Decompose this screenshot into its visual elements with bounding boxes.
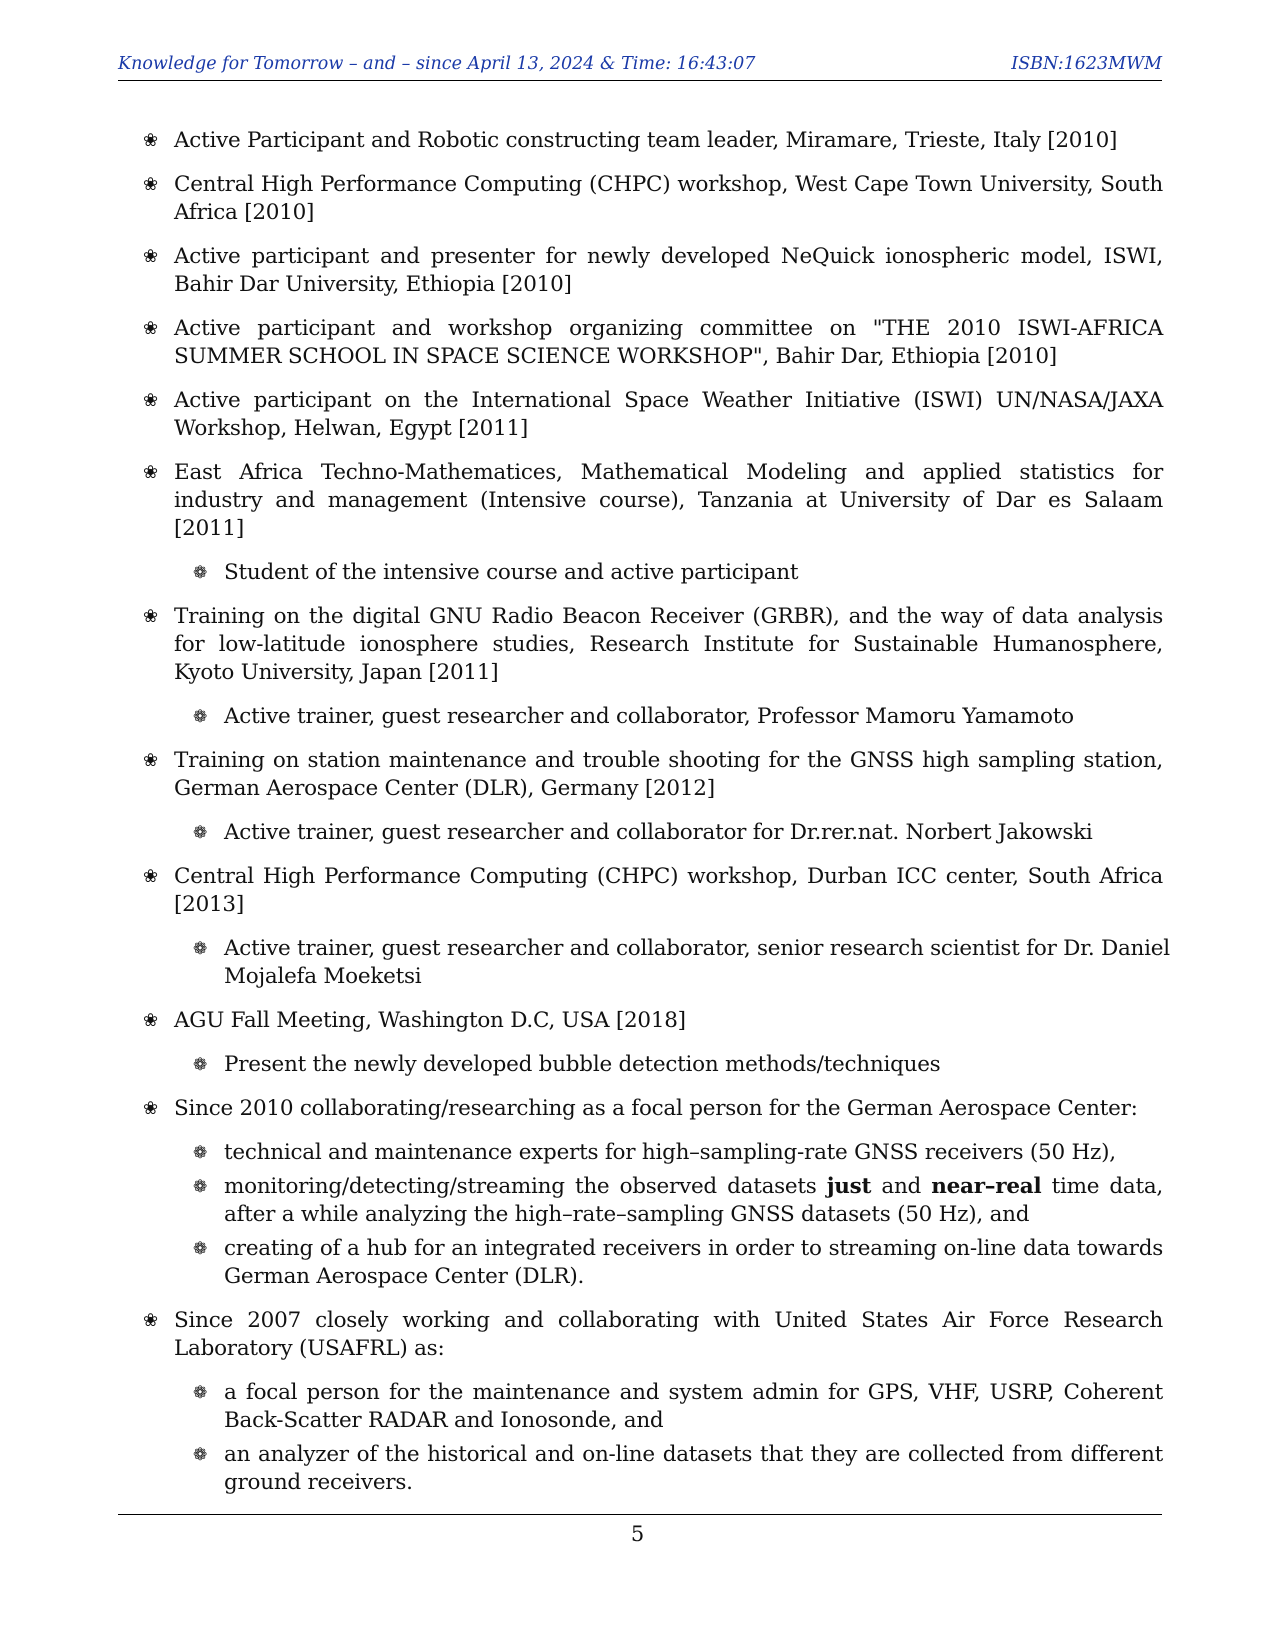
sub-list-item (193, 935, 1175, 991)
flower-bullet-icon: ❀ (143, 246, 158, 267)
sub-list-item (193, 1173, 1163, 1229)
sub-list-item (193, 1139, 1163, 1167)
running-header (118, 50, 1162, 81)
flower-bullet-icon: ❀ (143, 1010, 158, 1031)
sub-list-item (193, 703, 1163, 731)
item-text: AGU Fall Meeting, Washington D.C, USA [2018] (174, 1008, 686, 1033)
sub-bullet-icon: ❁ (193, 1143, 207, 1163)
sub-list-item (193, 1379, 1163, 1435)
sub-item-text-c: and (871, 1174, 932, 1199)
sub-item-text: technical and maintenance experts for high–sampling-rate GNSS receivers (50 Hz), (224, 1140, 1116, 1165)
flower-bullet-icon: ❀ (143, 462, 158, 483)
item-text: East Africa Techno-Mathematices, Mathematical Modeling and applied statistics for industry and management (Intensive course), Tanzania at University of Dar es Salaam [2011] (174, 460, 1163, 541)
sub-bullet-icon: ❁ (193, 823, 207, 843)
item-text: Active participant and workshop organizing committee on "THE 2010 ISWI-AFRICA SUMMER SCHOOL IN SPACE SCIENCE WORKSHOP", Bahir Dar, Ethiopia [2010] (174, 316, 1163, 369)
bold-just: just (826, 1174, 872, 1199)
sub-item-text-a: monitoring/detecting/streaming the observed datasets (224, 1174, 827, 1199)
header-title: Knowledge for Tomorrow – and – since April 13, 2024 & Time: 16:43:07 (118, 54, 756, 74)
item-text: Active Participant and Robotic constructing team leader, Miramare, Trieste, Italy [2010] (174, 128, 1118, 153)
flower-bullet-icon: ❀ (143, 174, 158, 195)
sub-bullet-icon: ❁ (193, 1055, 207, 1075)
list-item (143, 1095, 1163, 1123)
flower-bullet-icon: ❀ (143, 390, 158, 411)
header-isbn: ISBN:1623MWM (1011, 54, 1162, 74)
sub-item-text: Active trainer, guest researcher and collaborator for Dr.rer.nat. Norbert Jakowski (224, 820, 1093, 845)
item-text: Since 2010 collaborating/researching as a focal person for the German Aerospace Center: (174, 1096, 1138, 1121)
list-item (143, 459, 1163, 543)
sub-list-item (193, 1235, 1163, 1291)
item-text: Since 2007 closely working and collaborating with United States Air Force Research Laboratory (USAFRL) as: (174, 1308, 1163, 1361)
sub-item-text: creating of a hub for an integrated receivers in order to streaming on-line data towards German Aerospace Center (DLR). (224, 1236, 1163, 1289)
item-text: Training on the digital GNU Radio Beacon Receiver (GRBR), and the way of data analysis for low-latitude ionosphere studies, Research Institute for Sustainable Humanosphere, Kyoto University, Japan [2011] (174, 604, 1163, 685)
sub-item-text: Student of the intensive course and active participant (224, 560, 799, 585)
flower-bullet-icon: ❀ (143, 1310, 158, 1331)
sub-item-text: Present the newly developed bubble detection methods/techniques (224, 1052, 941, 1077)
page-number: 5 (630, 1522, 645, 1546)
list-item (143, 243, 1163, 299)
list-item (143, 127, 1163, 155)
sub-list-item (193, 1441, 1163, 1497)
flower-bullet-icon: ❀ (143, 130, 158, 151)
sub-item-text: an analyzer of the historical and on-line datasets that they are collected from different ground receivers. (224, 1442, 1163, 1495)
item-text: Central High Performance Computing (CHPC) workshop, Durban ICC center, South Africa [2013] (174, 864, 1163, 917)
sub-bullet-icon: ❁ (193, 1177, 207, 1197)
list-item (143, 171, 1163, 227)
sub-bullet-icon: ❁ (193, 1383, 207, 1403)
item-text: Active participant and presenter for newly developed NeQuick ionospheric model, ISWI, Bahir Dar University, Ethiopia [2010] (174, 244, 1163, 297)
sub-bullet-icon: ❁ (193, 707, 207, 727)
flower-bullet-icon: ❀ (143, 1098, 158, 1119)
sub-list-item (193, 1051, 1163, 1079)
sub-item-text: a focal person for the maintenance and system admin for GPS, VHF, USRP, Coherent Back-Scatter RADAR and Ionosonde, and (224, 1380, 1163, 1433)
sub-list-item (193, 559, 1163, 587)
item-text: Central High Performance Computing (CHPC) workshop, West Cape Town University, South Africa [2010] (174, 172, 1163, 225)
bold-near-real: near–real (931, 1174, 1042, 1199)
sub-bullet-icon: ❁ (193, 1445, 207, 1465)
sub-item-text: Active trainer, guest researcher and collaborator, Professor Mamoru Yamamoto (224, 704, 1074, 729)
item-text: Active participant on the International Space Weather Initiative (ISWI) UN/NASA/JAXA Workshop, Helwan, Egypt [2011] (174, 388, 1163, 441)
list-item (143, 387, 1163, 443)
list-item (143, 1307, 1163, 1363)
flower-bullet-icon: ❀ (143, 606, 158, 627)
list-item (143, 747, 1163, 803)
flower-bullet-icon: ❀ (143, 866, 158, 887)
sub-bullet-icon: ❁ (193, 939, 207, 959)
sub-bullet-icon: ❁ (193, 563, 207, 583)
sub-list-item (193, 819, 1163, 847)
list-item (143, 603, 1163, 687)
document-body (143, 127, 1170, 1513)
flower-bullet-icon: ❀ (143, 750, 158, 771)
list-item (143, 1007, 1163, 1035)
item-text: Training on station maintenance and trouble shooting for the GNSS high sampling station, German Aerospace Center (DLR), Germany [2012] (174, 748, 1163, 801)
footer-rule (118, 1514, 1162, 1515)
sub-bullet-icon: ❁ (193, 1239, 207, 1259)
sub-item-text: Active trainer, guest researcher and collaborator, senior research scientist for Dr. Daniel Mojalefa Moeketsi (224, 936, 1170, 989)
sub-item-text-d: time data, after a while analyzing the high–rate–sampling GNSS datasets (50 Hz), and (224, 1174, 1163, 1227)
list-item (143, 863, 1163, 919)
flower-bullet-icon: ❀ (143, 318, 158, 339)
list-item (143, 315, 1163, 371)
